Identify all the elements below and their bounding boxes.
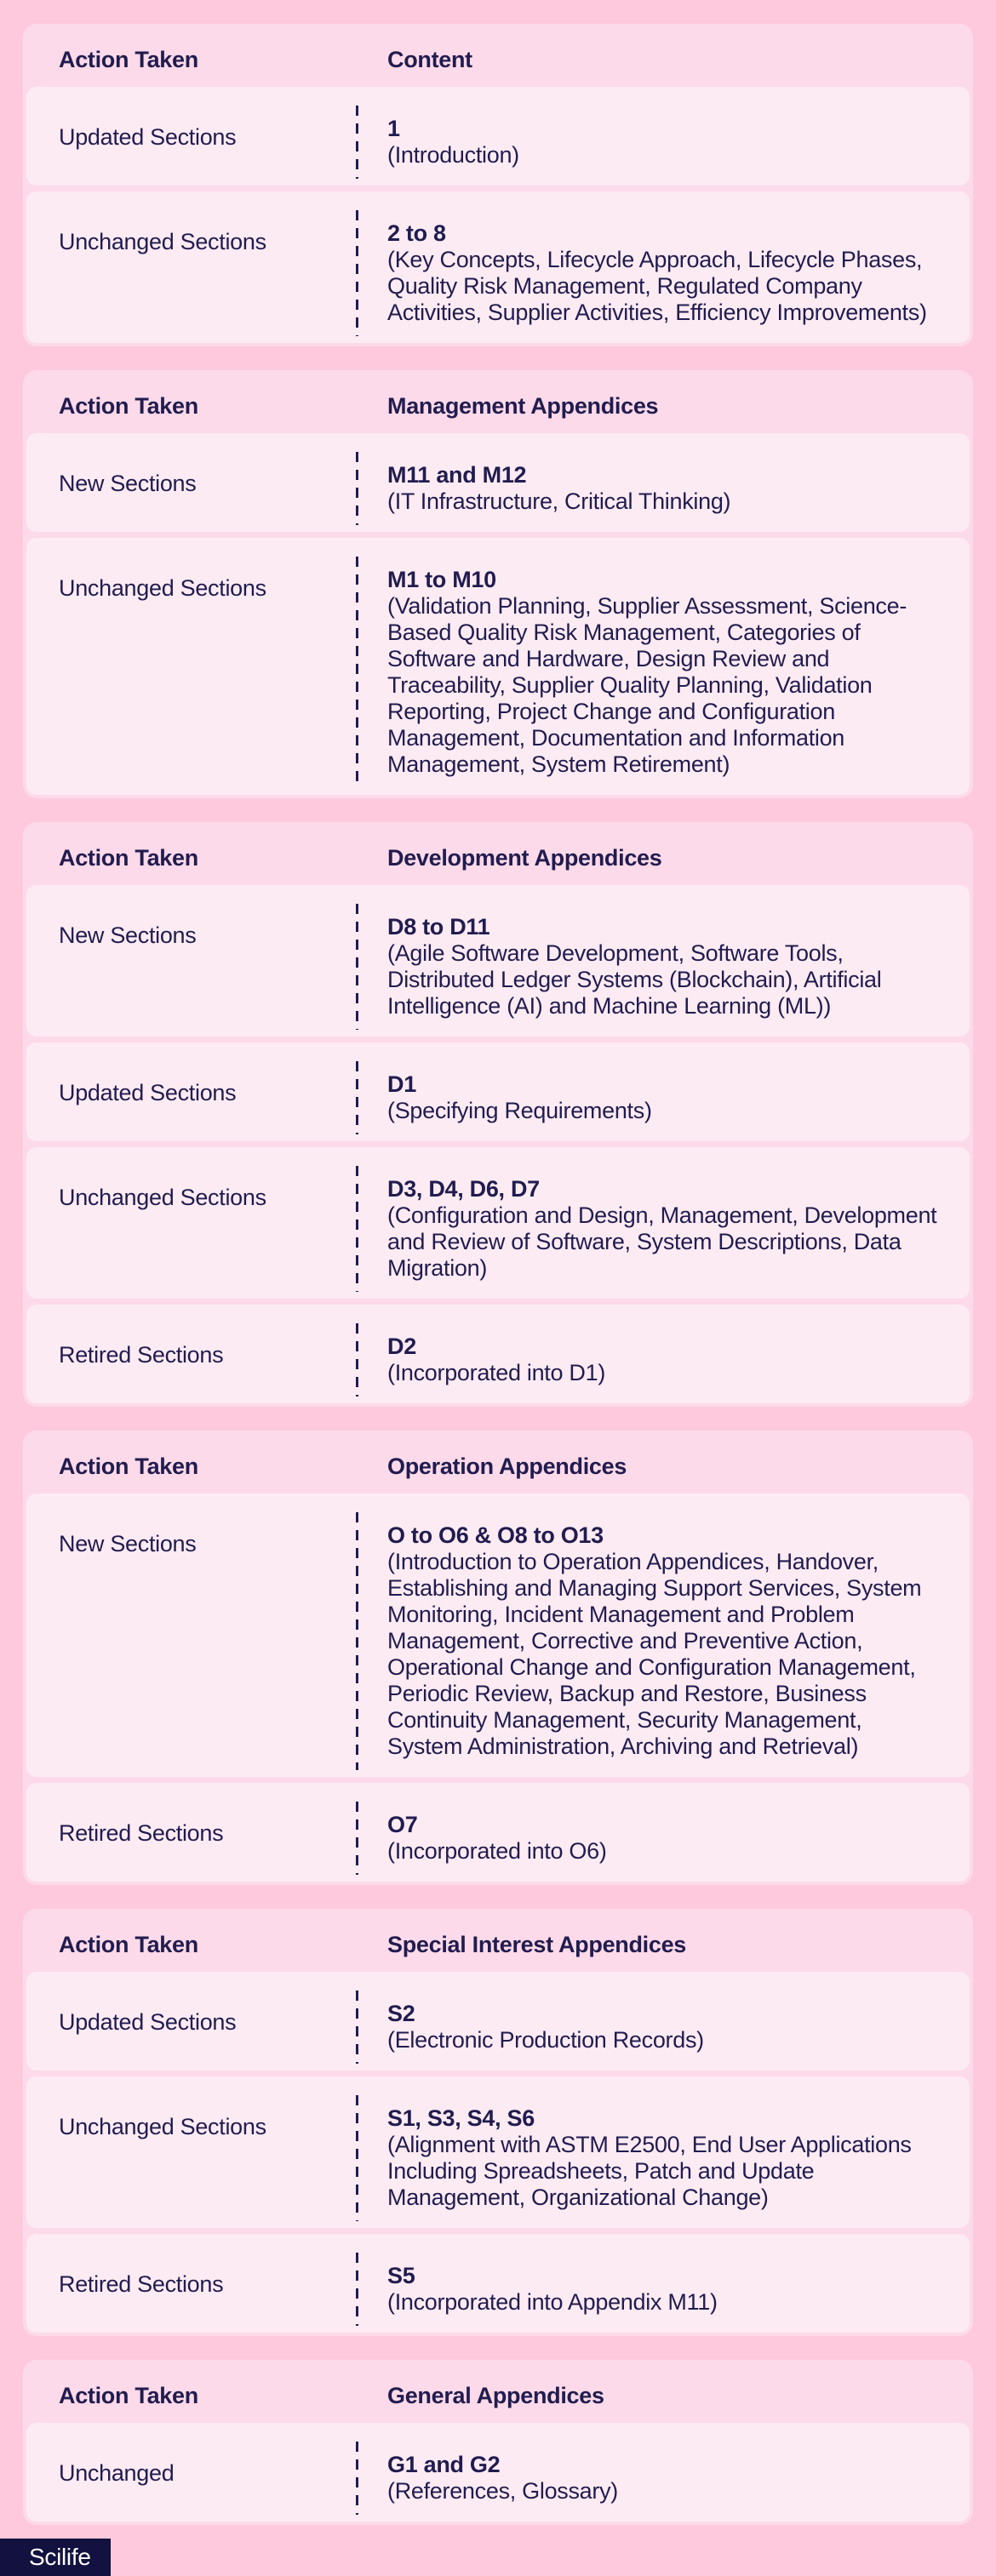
content-block <box>356 557 937 788</box>
section-numbers: D1 <box>387 1071 416 1097</box>
table-row <box>26 1494 970 1777</box>
content-cell <box>356 2423 970 2522</box>
table-row <box>26 1305 970 1403</box>
table-rows <box>26 1972 970 2333</box>
action-taken-cell: Unchanged <box>59 2460 175 2486</box>
action-taken-cell: New Sections <box>59 1531 197 1556</box>
content-cell <box>356 1305 970 1403</box>
column-header-action-taken: Action Taken <box>59 47 198 72</box>
table-row <box>26 87 970 186</box>
section-numbers: 2 to 8 <box>387 220 446 246</box>
content-cell <box>356 1147 970 1299</box>
dashed-divider <box>356 1802 358 1875</box>
section-numbers: D3, D4, D6, D7 <box>387 1176 540 1202</box>
table-rows <box>26 1494 970 1882</box>
column-header-content: Special Interest Appendices <box>387 1932 687 1957</box>
action-taken-cell: Retired Sections <box>59 2271 224 2297</box>
section-numbers: O7 <box>387 1812 418 1837</box>
dashed-divider <box>356 2442 358 2515</box>
section-numbers: M11 and M12 <box>387 462 527 488</box>
table-rows <box>26 885 970 1403</box>
section-names: (Introduction to Operation Appendices, Handover, Establishing and Managing Support Services, System Monitoring, Incident Management and Problem Management, Corrective and Preventive Action, Operational Change and Configuration Management, Periodic Review, Backup and Restore, Business Continuity Management, Security Management, System Administration, Archiving and Retrieval) <box>387 1549 922 1759</box>
table-row <box>26 1042 970 1141</box>
column-header-action-taken: Action Taken <box>59 845 198 871</box>
table-header <box>26 370 970 433</box>
scilife-logo-text: Scilife <box>29 2544 91 2570</box>
section-numbers: G1 and G2 <box>387 2452 501 2477</box>
action-taken-cell: New Sections <box>59 471 197 496</box>
content-block <box>356 106 937 179</box>
action-taken-cell: Updated Sections <box>59 124 237 150</box>
table-header <box>26 2360 970 2423</box>
column-header-content: Content <box>387 47 472 72</box>
column-header-action-taken: Action Taken <box>59 2383 198 2408</box>
section-numbers: O to O6 & O8 to O13 <box>387 1522 604 1548</box>
table-row <box>26 885 970 1037</box>
table-row <box>26 1147 970 1299</box>
action-taken-cell: Unchanged Sections <box>59 229 266 254</box>
appendix-table <box>23 24 973 346</box>
content-cell <box>356 2076 970 2228</box>
action-taken-cell: Retired Sections <box>59 1820 224 1846</box>
section-names: (Key Concepts, Lifecycle Approach, Lifecycle Phases, Quality Risk Management, Regulated Company Activities, Supplier Activities, Efficiency Improvements) <box>387 247 927 325</box>
content-block <box>356 1166 937 1292</box>
content-cell <box>356 2234 970 2333</box>
dashed-divider <box>356 1991 358 2064</box>
appendix-table <box>23 2360 973 2525</box>
action-taken-cell: Unchanged Sections <box>59 575 266 601</box>
action-taken-cell: Retired Sections <box>59 1342 224 1368</box>
column-header-action-taken: Action Taken <box>59 393 198 419</box>
section-numbers: S2 <box>387 2001 415 2026</box>
section-numbers: D2 <box>387 1334 416 1359</box>
content-block <box>356 1512 937 1770</box>
appendix-table <box>23 822 973 1407</box>
content-cell <box>356 87 970 186</box>
content-block <box>356 1323 937 1397</box>
action-taken-cell: Updated Sections <box>59 2009 237 2035</box>
column-header-content: Development Appendices <box>387 845 662 871</box>
content-block <box>356 2095 937 2221</box>
section-names: (Validation Planning, Supplier Assessment, Science-Based Quality Risk Management, Categories of Software and Hardware, Design Review and Traceability, Supplier Quality Planning, Validation Reporting, Project Change and Configuration Management, Documentation and Information Management, System Retirement) <box>387 593 907 777</box>
table-header <box>26 1431 970 1494</box>
column-header-action-taken: Action Taken <box>59 1932 198 1957</box>
content-cell <box>356 538 970 795</box>
content-block <box>356 904 937 1030</box>
dashed-divider <box>356 1512 358 1770</box>
section-names: (Agile Software Development, Software Tools, Distributed Ledger Systems (Blockchain), Artificial Intelligence (AI) and Machine Learning (ML)) <box>387 940 882 1019</box>
section-names: (IT Infrastructure, Critical Thinking) <box>387 488 731 514</box>
dashed-divider <box>356 557 358 788</box>
dashed-divider <box>356 1061 358 1134</box>
content-block <box>356 1802 937 1875</box>
table-header <box>26 822 970 885</box>
content-cell <box>356 1494 970 1777</box>
section-names: (References, Glossary) <box>387 2478 618 2504</box>
content-block <box>356 2253 937 2326</box>
content-block <box>356 2442 937 2515</box>
section-numbers: 1 <box>387 116 400 141</box>
table-row <box>26 191 970 343</box>
dashed-divider <box>356 452 358 525</box>
content-block <box>356 452 937 525</box>
table-row <box>26 433 970 532</box>
section-numbers: M1 to M10 <box>387 567 496 592</box>
column-header-content: Operation Appendices <box>387 1454 627 1479</box>
appendix-table <box>23 1909 973 2336</box>
content-block <box>356 1991 937 2064</box>
content-cell <box>356 191 970 343</box>
content-cell <box>356 885 970 1037</box>
dashed-divider <box>356 210 358 336</box>
content-cell <box>356 1783 970 1882</box>
appendix-table <box>23 370 973 798</box>
table-row <box>26 2423 970 2522</box>
appendix-table <box>23 1431 973 1885</box>
table-row <box>26 2234 970 2333</box>
scilife-logo <box>0 2539 111 2576</box>
table-rows <box>26 87 970 343</box>
dashed-divider <box>356 904 358 1030</box>
column-header-content: Management Appendices <box>387 393 659 419</box>
dashed-divider <box>356 2095 358 2221</box>
action-taken-cell: Unchanged Sections <box>59 2114 266 2139</box>
action-taken-cell: Updated Sections <box>59 1080 237 1105</box>
content-cell <box>356 433 970 532</box>
table-header <box>26 1909 970 1972</box>
table-rows <box>26 2423 970 2522</box>
section-names: (Incorporated into Appendix M11) <box>387 2289 718 2315</box>
column-header-content: General Appendices <box>387 2383 604 2408</box>
table-row <box>26 1783 970 1882</box>
section-names: (Configuration and Design, Management, Development and Review of Software, System Descriptions, Data Migration) <box>387 1202 937 1281</box>
section-numbers: S1, S3, S4, S6 <box>387 2105 535 2131</box>
dashed-divider <box>356 1323 358 1397</box>
table-row <box>26 538 970 795</box>
section-numbers: S5 <box>387 2263 415 2288</box>
table-row <box>26 2076 970 2228</box>
column-header-action-taken: Action Taken <box>59 1454 198 1479</box>
section-names: (Alignment with ASTM E2500, End User Applications Including Spreadsheets, Patch and Update Management, Organizational Change) <box>387 2132 912 2210</box>
action-taken-cell: Unchanged Sections <box>59 1185 266 1210</box>
section-names: (Introduction) <box>387 142 519 168</box>
section-names: (Specifying Requirements) <box>387 1098 652 1123</box>
content-block <box>356 210 937 336</box>
content-cell <box>356 1972 970 2071</box>
table-rows <box>26 433 970 795</box>
dashed-divider <box>356 1166 358 1292</box>
section-numbers: D8 to D11 <box>387 914 490 940</box>
content-cell <box>356 1042 970 1141</box>
section-names: (Incorporated into O6) <box>387 1838 607 1864</box>
section-names: (Electronic Production Records) <box>387 2027 704 2053</box>
table-header <box>26 24 970 87</box>
table-row <box>26 1972 970 2071</box>
dashed-divider <box>356 106 358 179</box>
content-block <box>356 1061 937 1134</box>
section-names: (Incorporated into D1) <box>387 1360 606 1385</box>
dashed-divider <box>356 2253 358 2326</box>
action-taken-cell: New Sections <box>59 922 197 948</box>
tables-container <box>23 24 973 2525</box>
